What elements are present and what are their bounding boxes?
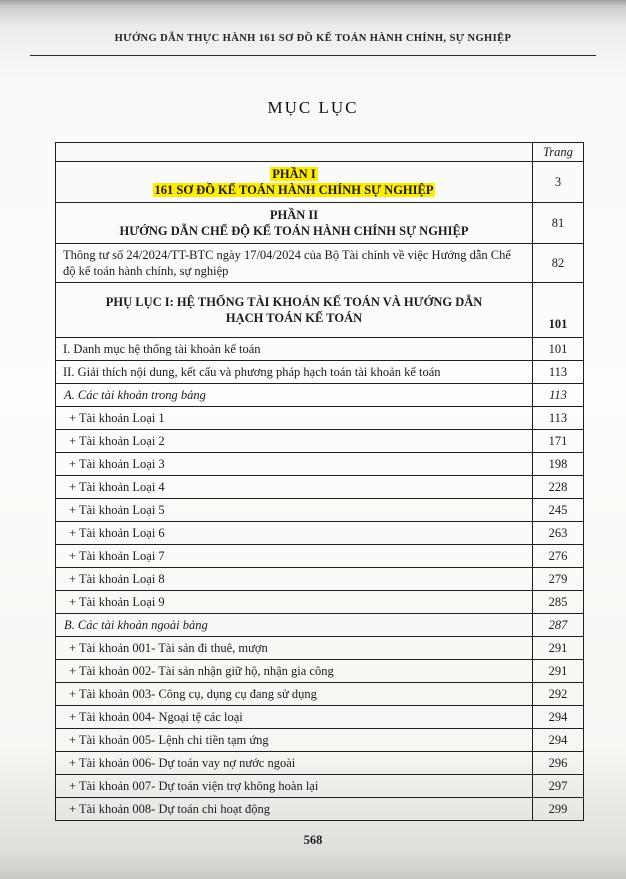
toc-entry-line: II. Giải thích nội dung, kết cấu và phương pháp hạch toán tài khoản kế toán	[63, 365, 441, 379]
toc-entry-page: 279	[533, 568, 584, 591]
toc-entry-title	[56, 798, 533, 821]
toc-entry-line: + Tài khoản Loại 6	[69, 526, 165, 540]
header-rule	[30, 55, 596, 56]
toc-entry-line: + Tài khoản Loại 8	[69, 572, 165, 586]
toc-entry-title	[56, 384, 533, 407]
toc-header-row	[56, 143, 584, 162]
toc-entry-page: 292	[533, 683, 584, 706]
toc-entry-line: + Tài khoản Loại 1	[69, 411, 165, 425]
toc-entry-line: + Tài khoản Loại 4	[69, 480, 165, 494]
toc-row	[56, 568, 584, 591]
toc-row	[56, 203, 584, 244]
toc-entry-title	[56, 522, 533, 545]
toc-entry-page: 113	[533, 384, 584, 407]
toc-row	[56, 660, 584, 683]
toc-entry-line: + Tài khoản Loại 5	[69, 503, 165, 517]
toc-entry-line: + Tài khoản 006- Dự toán vay nợ nước ngoài	[69, 756, 296, 770]
toc-entry-page: 171	[533, 430, 584, 453]
toc-row	[56, 430, 584, 453]
toc-entry-line: + Tài khoản 001- Tài sản đi thuê, mượn	[69, 641, 268, 655]
toc-entry-line: B. Các tài khoản ngoài bảng	[64, 618, 208, 632]
toc-entry-page: 291	[533, 637, 584, 660]
highlight: 161 SƠ ĐỒ KẾ TOÁN HÀNH CHÍNH SỰ NGHIỆP	[154, 183, 434, 197]
toc-row	[56, 637, 584, 660]
toc-entry-title	[56, 407, 533, 430]
toc-row	[56, 453, 584, 476]
toc-entry-page: 285	[533, 591, 584, 614]
toc-entry-title	[56, 453, 533, 476]
toc-entry-line: + Tài khoản 008- Dự toán chi hoạt động	[69, 802, 271, 816]
toc-entry-line: + Tài khoản 007- Dự toán viện trợ không hoàn lại	[69, 779, 319, 793]
toc-entry-line: HƯỚNG DẪN CHẾ ĐỘ KẾ TOÁN HÀNH CHÍNH SỰ NGHIỆP	[119, 224, 469, 238]
toc-entry-line	[64, 166, 524, 182]
toc-entry-page: 228	[533, 476, 584, 499]
page-column-header: Trang	[533, 143, 584, 162]
toc-table	[55, 142, 584, 821]
toc-entry-page: 297	[533, 775, 584, 798]
toc-entry-line: PHỤ LỤC I: HỆ THỐNG TÀI KHOẢN KẾ TOÁN VÀ HƯỚNG DẪN	[105, 295, 483, 309]
toc-entry-page: 294	[533, 706, 584, 729]
toc-entry-title	[56, 568, 533, 591]
toc-entry-line	[64, 182, 524, 198]
toc-row	[56, 476, 584, 499]
toc-entry-title	[56, 203, 533, 244]
toc-entry-line: + Tài khoản Loại 2	[69, 434, 165, 448]
toc-row	[56, 683, 584, 706]
toc-entry-title	[56, 660, 533, 683]
toc-row	[56, 384, 584, 407]
toc-entry-title	[56, 361, 533, 384]
toc-row	[56, 775, 584, 798]
toc-entry-line: A. Các tài khoản trong bảng	[64, 388, 206, 402]
toc-row	[56, 614, 584, 637]
toc-entry-page: 245	[533, 499, 584, 522]
toc-row	[56, 545, 584, 568]
toc-entry-title	[56, 430, 533, 453]
toc-entry-title	[56, 729, 533, 752]
running-header: HƯỚNG DẪN THỰC HÀNH 161 SƠ ĐỒ KẾ TOÁN HÀNH CHÍNH, SỰ NGHIỆP	[114, 33, 512, 44]
toc-entry-title	[56, 752, 533, 775]
toc-row	[56, 752, 584, 775]
toc-entry-line: + Tài khoản Loại 3	[69, 457, 165, 471]
toc-entry-page: 3	[533, 162, 584, 203]
toc-entry-line: + Tài khoản 002- Tài sản nhận giữ hộ, nhận gia công	[69, 664, 334, 678]
toc-entry-title	[56, 162, 533, 203]
toc-entry-title	[56, 476, 533, 499]
toc-row	[56, 283, 584, 338]
toc-entry-page: 81	[533, 203, 584, 244]
toc-entry-title	[56, 683, 533, 706]
toc-entry-page: 291	[533, 660, 584, 683]
toc-entry-page: 296	[533, 752, 584, 775]
page-number-footer: 568	[303, 833, 323, 847]
toc-entry-page: 276	[533, 545, 584, 568]
toc-row	[56, 338, 584, 361]
toc-entry-title	[56, 591, 533, 614]
toc-entry-title	[56, 499, 533, 522]
toc-row	[56, 244, 584, 283]
toc-row	[56, 798, 584, 821]
toc-entry-page: 101	[533, 283, 584, 338]
toc-entry-page: 101	[533, 338, 584, 361]
toc-row	[56, 361, 584, 384]
toc-entry-line: + Tài khoản 005- Lệnh chi tiền tạm ứng	[69, 733, 269, 747]
toc-row	[56, 729, 584, 752]
toc-entry-line: + Tài khoản Loại 7	[69, 549, 165, 563]
page-title: MỤC LỤC	[267, 98, 359, 117]
toc-entry-title	[56, 775, 533, 798]
toc-entry-title	[56, 614, 533, 637]
toc-row	[56, 407, 584, 430]
toc-row	[56, 499, 584, 522]
toc-entry-line: HẠCH TOÁN KẾ TOÁN	[225, 311, 363, 325]
toc-entry-line: I. Danh mục hệ thống tài khoản kế toán	[63, 342, 261, 356]
toc-entry-title	[56, 244, 533, 283]
toc-entry-title	[56, 283, 533, 338]
toc-body	[56, 162, 584, 821]
toc-entry-title	[56, 338, 533, 361]
toc-entry-page: 113	[533, 361, 584, 384]
toc-entry-page: 287	[533, 614, 584, 637]
toc-row	[56, 162, 584, 203]
toc-entry-page: 263	[533, 522, 584, 545]
toc-entry-line: + Tài khoản Loại 9	[69, 595, 165, 609]
toc-row	[56, 591, 584, 614]
highlight: PHẦN I	[272, 167, 316, 181]
toc-entry-line: + Tài khoản 004- Ngoại tệ các loại	[69, 710, 243, 724]
toc-entry-page: 294	[533, 729, 584, 752]
toc-entry-page: 299	[533, 798, 584, 821]
toc-entry-title	[56, 545, 533, 568]
toc-entry-page: 113	[533, 407, 584, 430]
toc-entry-line: + Tài khoản 003- Công cụ, dụng cụ đang sử dụng	[69, 687, 317, 701]
toc-entry-page: 198	[533, 453, 584, 476]
toc-row	[56, 706, 584, 729]
toc-header-empty-cell	[56, 143, 533, 162]
toc-entry-line: PHẦN II	[269, 208, 319, 222]
toc-entry-page: 82	[533, 244, 584, 283]
toc-row	[56, 522, 584, 545]
toc-entry-title	[56, 706, 533, 729]
toc-entry-line: Thông tư số 24/2024/TT-BTC ngày 17/04/2024 của Bộ Tài chính về việc Hướng dẫn Chế độ kế toán hành chính, sự nghiệp	[63, 248, 511, 278]
toc-entry-title	[56, 637, 533, 660]
